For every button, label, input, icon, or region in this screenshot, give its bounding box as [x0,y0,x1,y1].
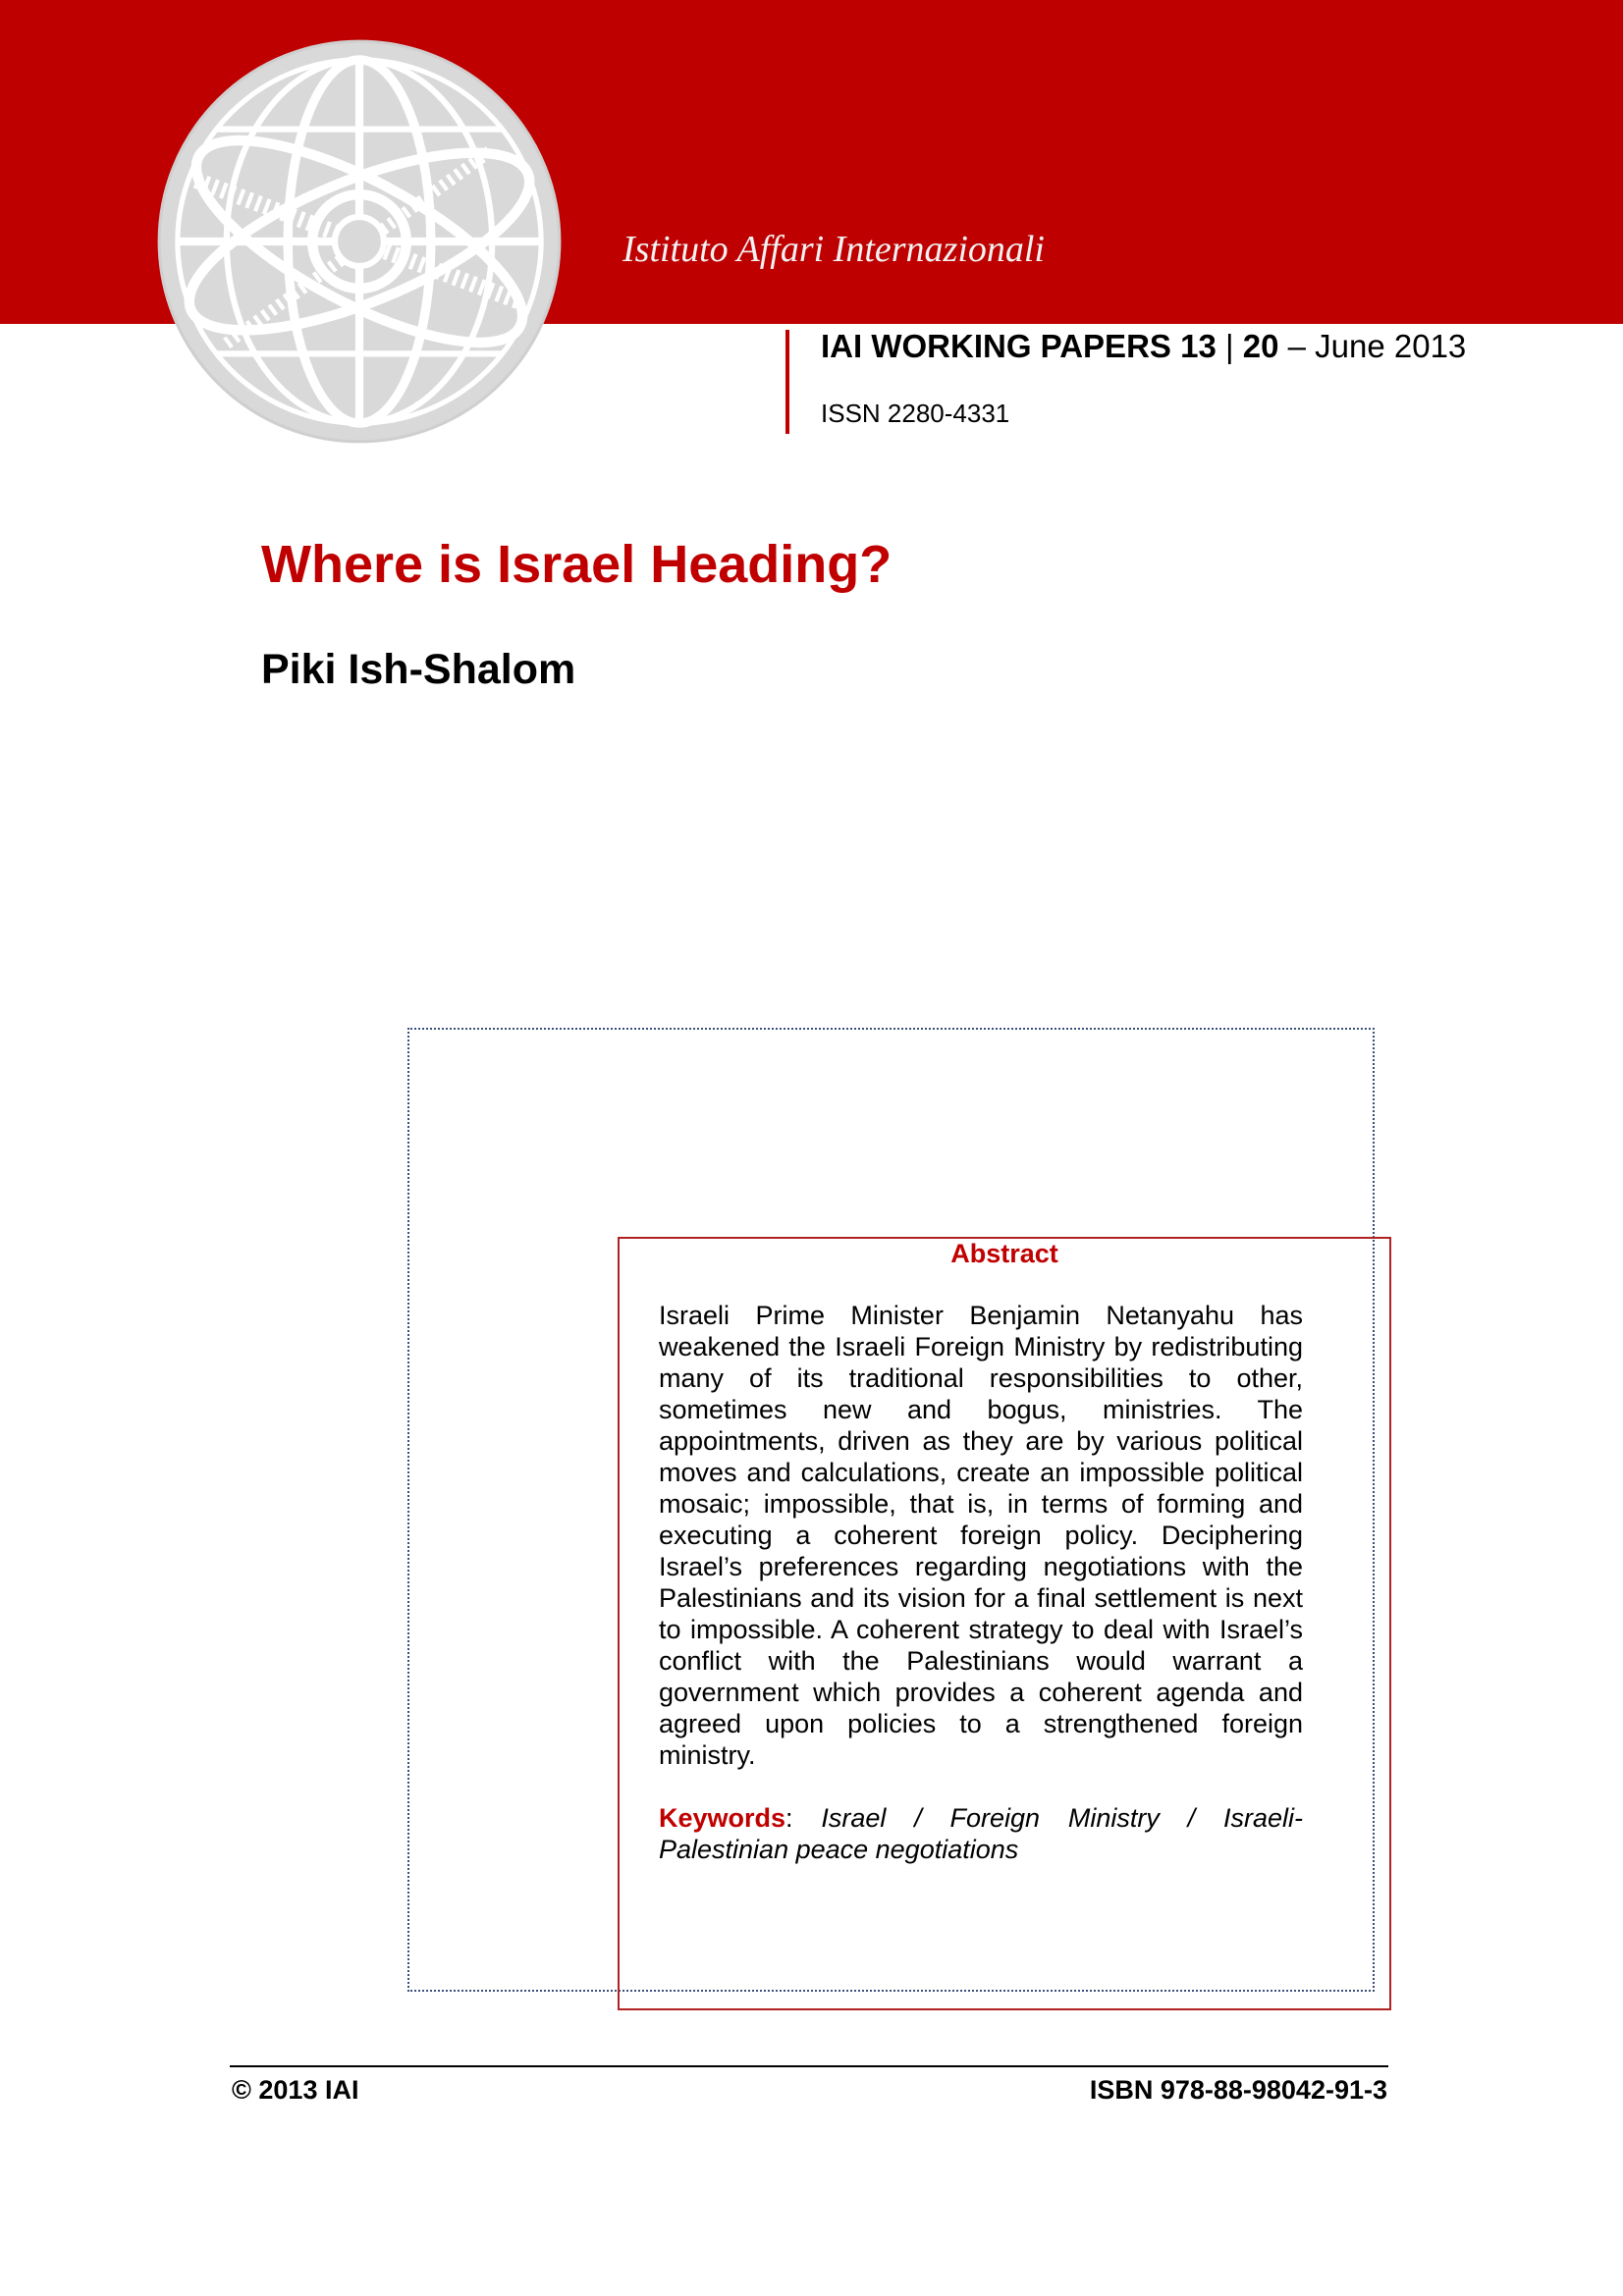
footer-divider [230,2065,1388,2067]
iai-globe-logo [155,37,564,446]
series-name: IAI WORKING PAPERS [821,328,1171,364]
issn: ISSN 2280-4331 [821,399,1010,428]
abstract-heading: Abstract [950,1239,1058,1268]
abstract-text: Israeli Prime Minister Benjamin Netanyahu has weakened the Israeli Foreign Ministry by redistributing many of its traditional responsibilities to other, sometimes new and bogus, ministries. The appointments, driven as they are by various political moves and calculations, create an impossible political mosaic; impossible, that is, in terms of forming and executing a coherent foreign policy. Deciphering Israel’s preferences regarding negotiations with the Palestinians and its vision for a final settlement is next to impossible. A coherent strategy to deal with Israel’s conflict with the Palestinians would warrant a government which provides a coherent agenda and agreed upon policies to a strengthened foreign ministry. [659,1301,1303,1770]
keywords [659,1802,1303,1865]
paper-title: Where is Israel Heading? [261,535,893,594]
keywords-label: Keywords [659,1803,786,1833]
series-volume: 13 [1180,328,1217,364]
series-number: 20 [1242,328,1279,364]
keywords-values: Israel / Foreign Ministry / Israeli-Palestinian peace negotiations [659,1803,1303,1864]
series-separator: | [1224,328,1234,364]
institute-name: Istituto Affari Internazionali [622,229,1045,270]
series-line [821,328,1466,365]
keywords-colon: : [785,1803,793,1833]
series-divider [785,330,789,434]
series-date: – June 2013 [1287,328,1467,364]
copyright: © 2013 IAI [232,2075,359,2105]
isbn: ISBN 978-88-98042-91-3 [1089,2075,1387,2105]
author-name: Piki Ish-Shalom [261,646,576,693]
